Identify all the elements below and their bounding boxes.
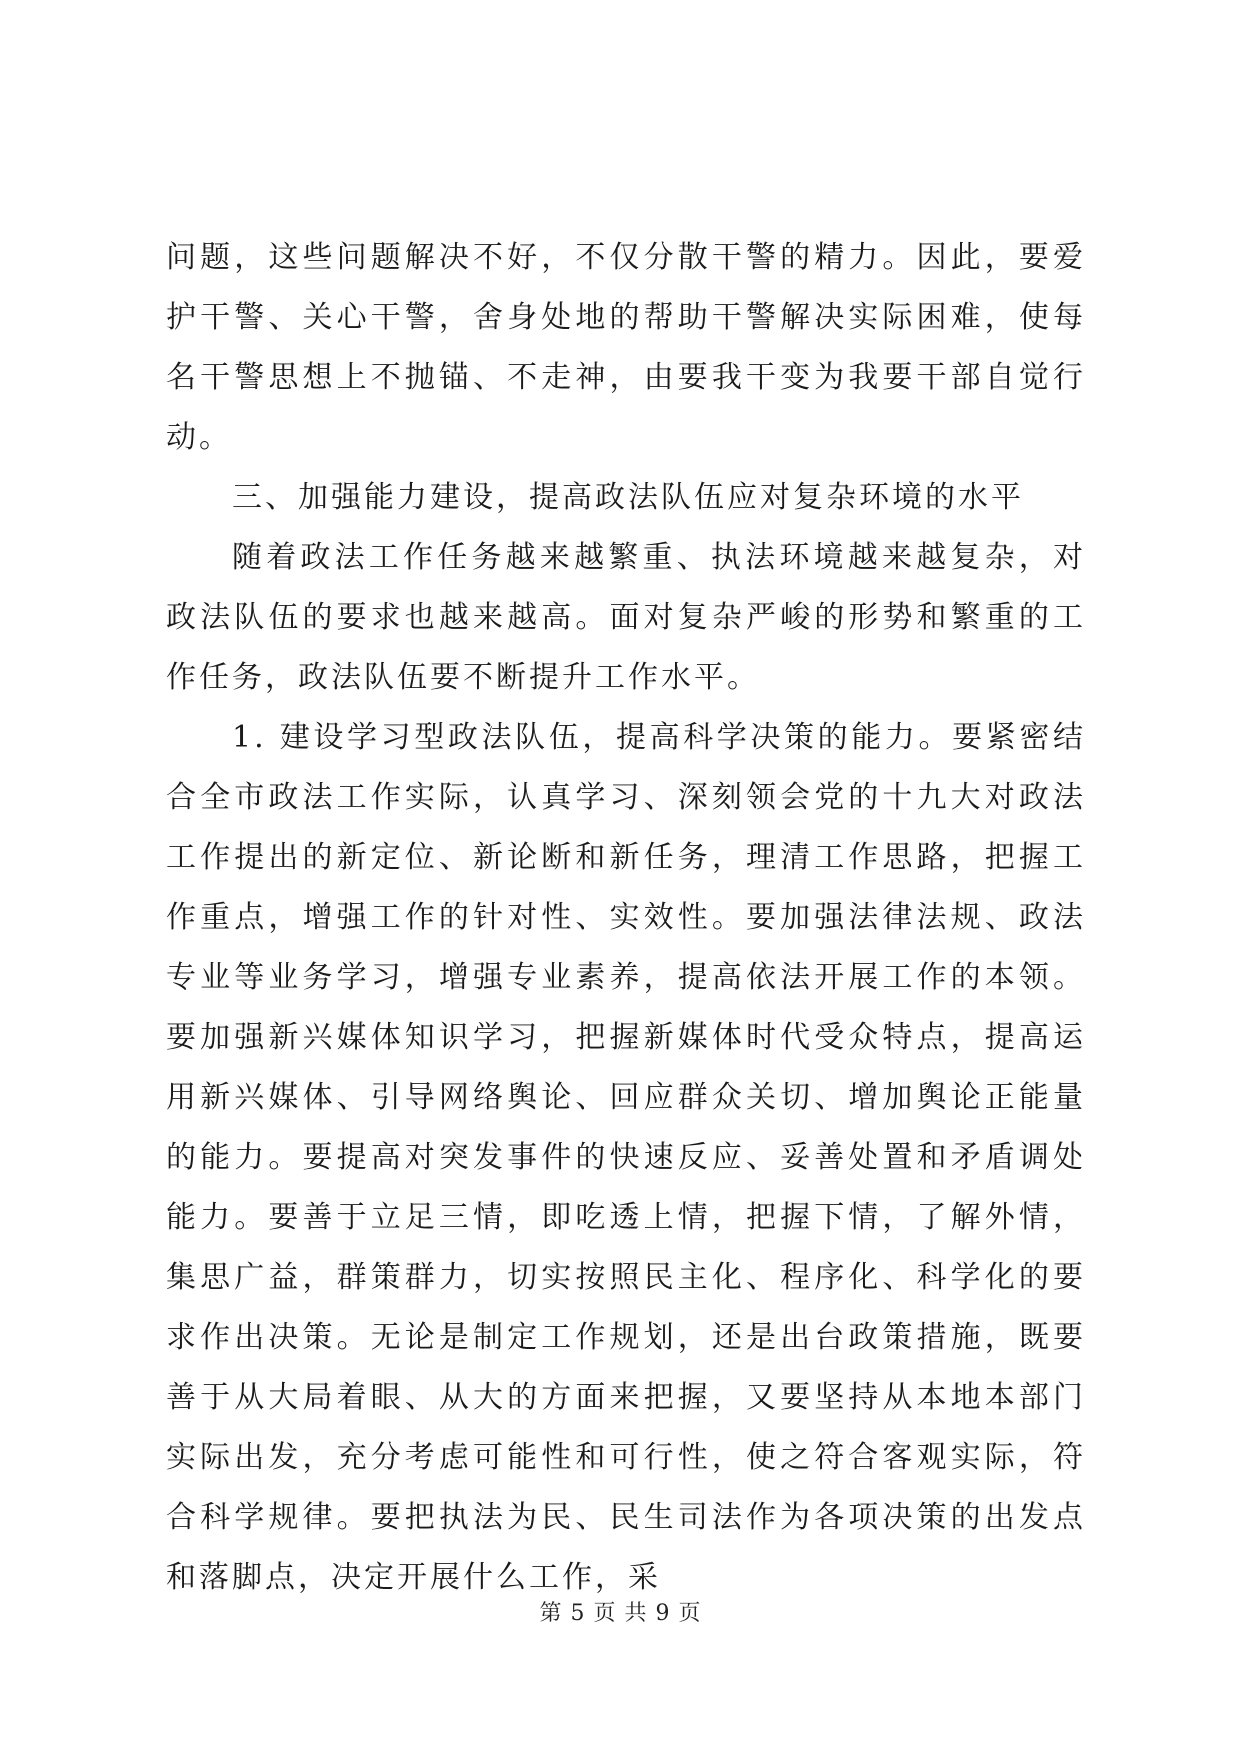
section-heading: 三、加强能力建设，提高政法队伍应对复杂环境的水平: [232, 480, 1024, 515]
page-number: 第 5 页 共 9 页: [539, 1601, 702, 1626]
paragraph-point-1: 1. 建设学习型政法队伍，提高科学决策的能力。要紧密结合全市政法工作实际，认真学习、深刻领会党的十九大对政法工作提出的新定位、新论断和新任务，理清工作思路，把握工作重点，增强工作的针对性、实效性。要加强法律法规、政法专业等业务学习，增强专业素养，提高依法开展工作的本领。要加强新兴媒体知识学习，把握新媒体时代受众特点，提高运用新兴媒体、引导网络舆论、回应群众关切、增加舆论正能量的能力。要提高对突发事件的快速反应、妥善处置和矛盾调处能力。要善于立足三情，即吃透上情，把握下情，了解外情，集思广益，群策群力，切实按照民主化、程序化、科学化的要求作出决策。无论是制定工作规划，还是出台政策措施，既要善于从大局着眼、从大的方面来把握，又要坚持从本地本部门实际出发，充分考虑可能性和可行性，使之符合客观实际，符合科学规律。要把执法为民、民生司法作为各项决策的出发点和落脚点，决定开展什么工作，采: [166, 720, 1086, 1595]
page-footer: [0, 1599, 1241, 1629]
paragraph-continuation: 问题，这些问题解决不好，不仅分散干警的精力。因此，要爱护干警、关心干警，舍身处地的帮助干警解决实际困难，使每名干警思想上不抛锚、不走神，由要我干变为我要干部自觉行动。: [166, 240, 1086, 455]
paragraph-intro: 随着政法工作任务越来越繁重、执法环境越来越复杂，对政法队伍的要求也越来越高。面对复杂严峻的形势和繁重的工作任务，政法队伍要不断提升工作水平。: [166, 540, 1086, 695]
document-body: [166, 228, 1086, 1608]
